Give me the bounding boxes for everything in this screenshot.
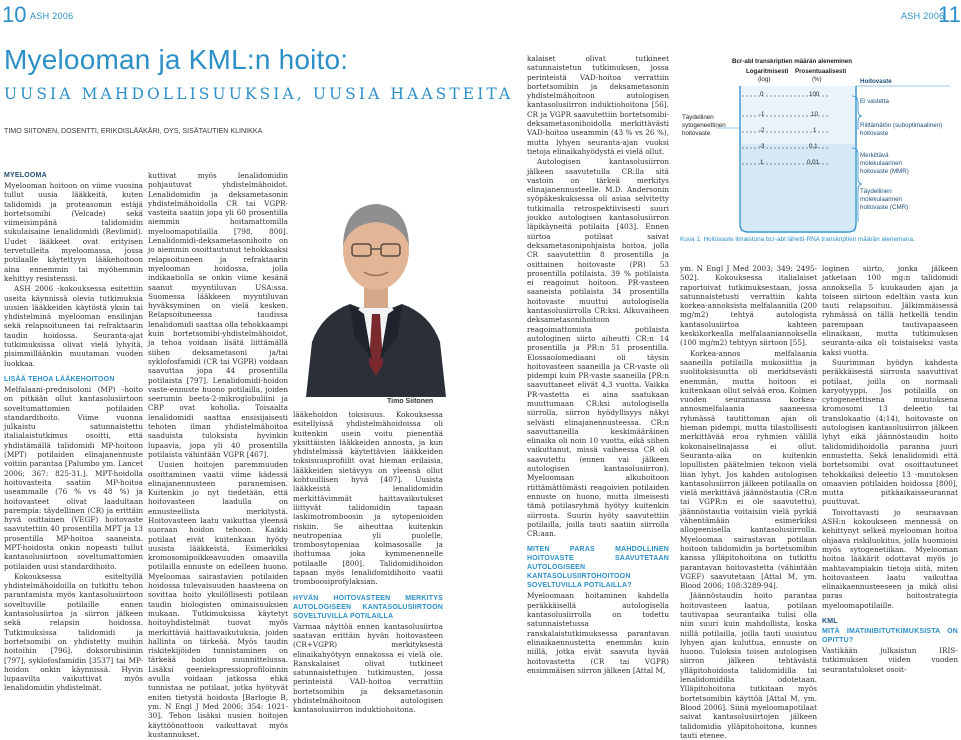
figure-pct-tick: 100 [809, 91, 820, 98]
figure-effect-line: hoitovaste (CMR) [860, 204, 909, 211]
text-column-2 [148, 171, 288, 739]
figure-title: Bcr-abl transkriptien määrän aleneminen [732, 58, 853, 65]
figure-effect-line: molekulaarinen [860, 160, 902, 167]
figure-effect-line: hoitovaste (MMR) [860, 168, 909, 175]
paragraph: Toivottavasti jo seuraavaan ASH:n kokoukseen mennessä on kehittynyt selkeä myelooman hoitoa ohjaava riskiluokitus, jolla huomioisi myös sytogenetiikan. Myelooman hoitoa lääkärit odottavat myös jo mahtavampiakin tietoja siitä, miten hoitovasteen laatu vaikuttaa elinaikaennusteeseen ja mikä olisi paras hoitostrategia myeloomapotilaille. [822, 507, 958, 610]
section-heading-myelooma: MYELOOMA [4, 172, 47, 179]
paragraph: Uusien hoitojen paremmuuden osoittaminen vaatii viime kädessä elinajanennusteen paranemisen. Kuitenkin jo nyt tiedetään, että hoitovasteen laadulla on ennusteellista merkitystä. Hoitovasteen laatu vaikuttaa yleensä suoraan hoidon tehoon. Kaikki potilaat eivät kuitenkaan hyödy uusista lääkkeistä. Esimerkiksi kromosomipoikkeavuuden omaavilla potilailla ennuste on edelleen huono. Myeloomaa sairastavien potilaiden hoidossa tulevaisuuden haasteena on sovittaa hoito yksilöllisesti potilaan taudin biologisten ominaisuuksien mukaan. Tutkimuksissa käytetyt hoitoyhdistelmät tuovat myös merkittäviä haittavaikutuksia, joiden hallinta on tärkeää. Myös taudin riskitekijöiden tunnistaminen on tärkeää hoidon suunnittelussa. Lisäksi geeniekspressioprofiloinnin avulla voidaan jatkossa ehkä tunnistaa ne potilaat, jotka hyötyvät eniten tietystä hoidosta [Barlogie B, ym. N Engl J Med 2006; 354: 1021-30]. Tehon lisäksi uusien hoitojen käyttöönottoon vaikuttavat myös kustannukset. [148, 460, 288, 739]
page-number-right: 11 [938, 2, 961, 27]
paragraph: kuttivat myös lenalidomidin pohjautuvat yhdistelmähoidot. Lenalidomidin ja deksametasonin yhdistelmähoidolla CR tai VGPR-vasteita saatiin jopa yli 60 prosentilla aiemmin hoitamattomilla myeloomapotilailla [798, 800]. Lenalidomidi-deksametasonihoito on jo aiemmin osoittautunut tehokkaaksi relapsoituneen ja refraktaarin myelooman hoidossa, jolla indikaatiolla se onkin viime kesänä saanut myyntiluvan USA:ssa. Suomessa lääkkeen myyntiluvan hyväksyminen on vielä kesken. Relapsoituneessa taudissa lenalidomidi saattaa olla tehokkaampi kuin bortetsomibi-yhdistelmähoidot, ja tehoa voidaan lisätä liittämällä siihen deksametasoni ja/tai syklofosfamidi (CR tai VGPR) voidaan saavuttaa jopa 44 prosentilla potilaista [797]. Lenalidomidi-hoidon vaste-ennuste huono potilailla, joiden seerumin beeta-2-mikroglobuliini ja CRP ovat koholla. Toisaalta lenalidomidi saattaa ensisijaisesti tehoten ilman yhdistelmähoitoa saaduista tuloksista hyvinkin lupaavia, jopa yli 40 prosentilla potilaista vähintään VGPR [467]. [148, 171, 288, 459]
section-heading: HYVÄN HOITOVASTEEN MERKITYS AUTOLOGISEEN KANTASOLUSIIRTOON SOVELTUVILLA POTILAILLA [293, 594, 443, 620]
figure-log-tick: 0 [760, 91, 764, 98]
running-head-left: ASH 2006 [30, 11, 74, 21]
figure-log-tick: -1 [759, 111, 765, 118]
figure-left-label-line: hoitovaste [682, 130, 711, 137]
section-heading: LISÄÄ TEHOA LÄÄKEHOITOON [4, 375, 115, 383]
section-heading-kml: KML [822, 617, 838, 625]
figure-pct-tick: 0,01 [807, 159, 820, 166]
figure-pct-tick: 1 [813, 127, 817, 134]
paragraph: kalaiset olivat tutkineet satunnaistetun tutkimuksen, jossa perinteistä VAD-hoitoa verrattiin bortetsomibin ja deksametasonin yhdistelmähoitoon autologisen kantasolusiirron induktiohoitona [56]. CR ja VGPR saavutettiin bortetsomibi-deksametasonihoidolla merkittävästi VAD-hoitoa useammin (43 % vs 26 %), mutta lyhyen seuranta-ajan vuoksi tietoja elinaikahyödystä ei vielä ollut. [527, 54, 669, 156]
figure-log-tick: -3 [759, 143, 765, 150]
article-subtitle: UUSIA MAHDOLLISUUKSIA, UUSIA HAASTEITA [4, 85, 514, 103]
paragraph: Suurimman hyödyn kahdesta peräkkäisestä siirrosta saavuttivat potilaat, joilla on normaali karyotyyppi. Jos potilailla on cytogeneettisena muutoksena kromosomi 13 deleetio tai translokaatio (4;14), hoitovaste on autologisen kantasolusiirron jälkeen lyhyt eikä jäännöstaudin hoito talidomidihoidolla paranna juuri ennustetta. Sekä lenalidomidi että bortetsomibi ovat osoittautuneet tehokkaiksi deleetio 13 -muutoksen omaavien potilaiden hoidossa [800], mutta pitkäaikaisseurannat puuttuvat. [822, 357, 958, 507]
figure-pct-tick: 10 [811, 111, 818, 118]
paragraph: ASH 2006 -kokouksessa esitettiin useita käynnissä olevia tutkimuksia uusien lääkkeiden käytöstä yksin tai yhdistelminä myelooman ensilinjan sekä relapsoituneen tai refraktaarin taudin hoidossa. Seuranta-ajat tutkimuksissa olivat vielä lyhyitä, pisimmilläänkin muutaman vuoden luokkaa. [4, 284, 143, 368]
text-column-1 [4, 171, 143, 693]
figure-effect-line: Ei vastetta [860, 98, 889, 105]
section-subheading: MITÄ IMATINIBITUTKIMUKSISTA ON OPITTU? [822, 627, 958, 644]
page-number-left: 10 [2, 2, 27, 27]
figure-bcr-abl [680, 56, 960, 246]
paragraph: lääkehoidon toksisuus. Kokouksessa esitellyissä yhdistelmähoidoissa oli kuitenkin usein voitu pienentää yksittäisten lääkkeiden annosta, ja kun yhdistelmissä käytettävien lääkkeiden toksisuusprofiilit ovat hieman erilaisia, lääkkeiden sietävyys on yleensä ollut kohtuullisen hyvä [407]. Uusista lääkkeistä lenalidomidin merkittävimmät haittavaikutukset liittyvät talidomidin tapaan laskimotromboosin ja sytopenioiden riskiin. Se aiheuttaa kuitenkin neutropeniaa yli puolelle, trombosytopeniaa kolmasosalle ja ihottumaa joka kymmenennelle potilaalle [800]. Talidomidihoidon tapaan myös lenalidomidihoito vaatii tromboosiprofylaksian. [293, 410, 443, 587]
figure-effect-line: Täydellinen [860, 188, 892, 195]
paragraph: ym. N Engl J Med 2003; 349: 2495-502]. Kokouksessa italialaiset raportoivat tutkimuksestaan, jossa satunnaistetusti verrattiin kahta korkea-annoksista melfalaaniila (200 mg/m2) tehtyä autologista kantasolusiirtoa kahteen keskikorkealla melfalaaniannoksella (100 mg/m2) tehtyyn siirtoon [55]. [680, 264, 817, 348]
figure-log-tick: 1 [760, 159, 764, 166]
article-authors: TIMO SIITONEN, DOSENTTI, ERIKOISLÄÄKÄRI, OYS, SISÄTAUTIEN KLINIKKA [4, 127, 263, 135]
paragraph: Myeloomaan hoitaminen kahdella peräkkäisellä autologisella kantasolusiirrolla on todettu satunnaistetussa ranskalaistutkimuksessa parantavan elinaikaennustetta enemmän kuin niillä, jotka eivät saavuta hyvää hoitovastetta (CR tai VGPR) ensimmäisen siirron jälkeen [Attal M, [527, 591, 669, 675]
text-column-3 [293, 410, 443, 715]
paragraph: Korkea-annos melfalaania saaneilla potilailla mukosiittia ja suolitoksisuutta oli merkitsevästi enemmän, mutta hoitoon ei kuitenkaan ollut selvää eroa. Kolmen vuoden seurannassa korkea-annosmelfalaania saaneessa ryhmässä tautittoman ajan oli hieman pidempi, mutta tilastollisesti merkittävää eroa ryhmien välillä kokonaiselinajassa ei ollut. Seuranta-aika on kuitenkin lopullisten päätelmien tekoon vielä liian lyhyt. Jos kahden autologisen kantasolusiirron jälkeen potilaalla on vielä merkittävä jäännöstautia (CR:n tai VGPR:n ei ole saavutettu), jäännöstautia voitaisiin vielä pyrkiä vähentämään esimerkiksi allogeenisella kantasolusiirrolla. Myeloomaa sairastavan potilaan hoitoon talidomidin ja bortetsomibin kanssa ylläpitohoitona on tutkittu parantavan hoitovastetta (vähintään VGEF) saavutetaan [Attal M, ym. Blood 2006; 108:3289-94]. [680, 348, 817, 591]
paragraph: Vastikään julkaistun IRIS-tutkimuksen viiden vuoden seurantatulokset osoit- [822, 645, 958, 674]
figure-col-pct-sub: (%) [812, 76, 822, 83]
figure-log-tick: -2 [759, 127, 765, 134]
paragraph: Varmaa näyttöä ennen kantasolusiirtoa saatavan erittäin hyvän hoitovasteen (CR+VGPR) merkityksestä elinaikahyötyyn ennakossa ei vielä ole. Ranskalaiset olivat tutkineet satunnaistettujen tutkimusten, jossa perinteistä VAD-hoitoa verrattiin bortetsomibin ja deksametasonin yhdistelmähoitoon autologisen kantasolusiirron induktiohoitona. [293, 621, 443, 715]
text-column-4 [527, 54, 669, 675]
figure-col-log: Logaritmisesti [746, 68, 789, 75]
figure-effect-line: Merkittävä [860, 152, 889, 159]
figure-col-log-sub: (log) [758, 76, 771, 83]
figure-pct-tick: 0,1 [809, 143, 818, 150]
text-column-6 [822, 264, 958, 674]
photo-caption: Timo Siitonen [387, 398, 434, 405]
paragraph: Kokouksessa esiteltyillä yhdistelmähoidoilla on tutkittu tehon parantamista myös kantasolusiirtoon soveltuville potilaille ennen kantasolusiirtoa ja siirron jälkeen sekä relapsin hoidossa. Tutkimuksissa talidomidi ja bortetsomibi on yhdistetty muihin hoitoihin [796], doksorubisiinin [797], syklofosfamidin [3537] tai MP-hoidon onkin käynnissä. Hyvin lupaavilta vaikuttivat myös lenalidomidin yhdistelmät. [4, 571, 143, 693]
paragraph: Myelooman hoitoon on viime vuosina tullut uusia lääkkeitä, kuten talidomidi ja proteasomin estäjä bortetsomibi (Velcade) sekä viimeisimpänä talidomidin sukulaisaine lenalidomidi (Revlimid). Uudet lääkkeet ovat erityisen tervetulleita myeloomassa, jossa potilaalle käytettyyn lääkehoitoon aina ennemmin tai myöhemmin kehittyy resistenssi. [4, 181, 143, 283]
section-heading: MITEN PARAS MAHDOLLINEN HOITOVASTE SAAVUTETAAN AUTOLOGISEEN KANTASOLUSIIRTOHOITOON SOVELTUVILLA POTILAILLA? [527, 546, 669, 590]
figure-left-label-line: Täydellinen [682, 114, 714, 121]
figure-left-label-line: sytogeneettinen [682, 122, 726, 129]
text-column-5 [680, 264, 817, 740]
figure-effect-line: hoitovaste [860, 130, 889, 137]
figure-caption: Kuva 1: Hoitovaste ilmaistuna bcr-abl lähetti-RNA transkriptien määrän alenemana. [680, 236, 915, 243]
paragraph: Melfalaani-prednisoloni (MP) -hoito on pitkään ollut kantasolusiirtoon soveltumattomien potilaiden standardihoito. Viime vuonna julkaistu satunnaistettu italialaistutkimus osoitti, että yhdistämällä talidomidi MP-hoitoon (MPT) potilaiden elinajanennuste voitiin parantaa [Palumbo ym. Lancet 2006; 367: 825-31.]. MPT-hoidolla hoitovasteita saatiin MP-hoitoa useammalle (76 % vs 48 %) ja hoitovasteet olivat laadultaan parempia: täydellinen (CR) ja erittäin hyvä osittainen (VEGF) hoitovaste saavutettiin 40 prosentilla MPT ja 13 prosentilla MP-hoitoa saaneista. MPT-hoidosta onkin nopeasti tullut kantasolusiirtoon soveltumattomien potilaiden uusi standardihoito. [4, 384, 143, 571]
paragraph: Jäännöstaudin hoito parantaa hoitovasteen laatua, potilaan tautivapaa seurantaika tulisi olla niin suuri kuin mahdollista, koska niillä potilailla, joilla tauti uusiutuu lyhyen ajan kuluttua, ennuste on huono. Tuloksia toisen autologisen siirron jälkeen tehtävästä ylläpitohoidosta talidomidilla tai lenalidomidilla odotetaan. Ylläpitohoitona tutkitaan myös bortetsomibin käyttöä [Attal M, ym. Blood 2006]. Siinä myeloomapotilaat saivat kantasolusiirtojen jälkeen talidomidia ylläpitohoitona, kunnes tauti etenee. [680, 591, 817, 740]
author-photo [302, 164, 450, 397]
figure-effect-line: molekulaarinen [860, 196, 902, 203]
paragraph: loginen siirto, jonka jälkeen jatketaan 100 mg:n talidomidi annoksella 5 kuukauden ajan ja toiseen siirtoon edeltäin vasta kun tauti relapsoituu. Jälkimmäisessä ryhmässä on tällä hetkellä tendin parempaan tautivapaaseen elinaikaan, mutta tutkimuksen seuranta-aika oli toistaiseksi vasta kaksi vuotta. [822, 264, 958, 357]
author-portrait-image [302, 164, 450, 397]
article-title: Myelooman ja KML:n hoito: [4, 44, 349, 75]
figure-effect-line: Riittämätön (suboptimaalinen) [860, 122, 943, 129]
running-head-right: ASH 2006 [901, 11, 945, 21]
figure-col-pct: Prosentuaalisesti [795, 68, 847, 75]
paragraph: Autologisen kantasolusiirron jälkeen saavutetulla CR:lla sitä vastoin on tärkeä merkitys elinajanennusteelle. M.D. Andersonin syöpäkeskuksessa oli asiaa selvitetty tutkimalla retrospektiivisesti suuri joukko autologisen kantasolusiirron läpikäyneitä potilaita [403]. Ennen siirtoa potilaat saivat deksametasonipohjaista hoitoa, jolla CR saavutettiin 8 prosentilla ja osittainen hoitovaste (PR) 53 prosentilla potilaista. 39 % potilaista ei reagoinut hoitoon. PR-vasteen saaneista potilaista 34 prosentilla hoitovaste muuttui autologisella kantasolusiirrolla CR:ksi. Alkuvaiheen deksametasonihoitoon reagoimattomista potilaista autologinen siirto aiheutti CR:n 14 prosentilla ja PR:n 51 prosentilla. Elossaolomediaani oli täysin hoitovasteen saaneilla ja CR-vaste oli pidempi kuin PR-vaste saaneilla [PR:n saavuttaneet elivät 4,3 vuotta. Vaikka PR-vastetta ei aina saatukaan muuttumaan CR:ksi autologisella siirrolla, siirron hyödyllisyys näkyi selvästi elinajanennusteessa. CR:n saavuttaneilla keskimääräinen elinaika oli noin 10 vuotta, eikä siihen vaikuttanut, missä vaiheessa CR oli saavutettu (ennen vai jälkeen autologisen kantasolusiirron). Myeloomaan alkuhoitoon riittämättömästi reagoivien potilaiden ennuste on huono, mutta ilmeisesti tämä potilasryhmä hyötyy kuitenkin siirrosta. Suurin hyöty saavutettiin potilailla, joilla tauti saatiin siirrolla CR:aan. [527, 157, 669, 539]
figure-col-effect: Hoitovaste [860, 78, 892, 85]
